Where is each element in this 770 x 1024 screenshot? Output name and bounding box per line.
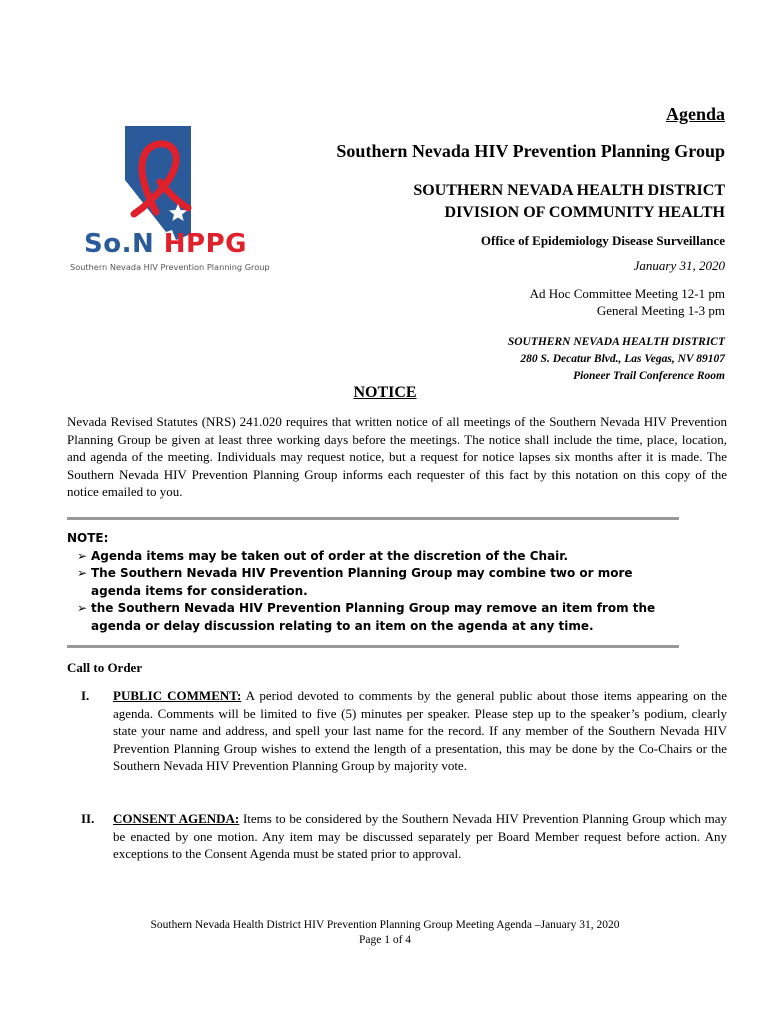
location-name: SOUTHERN NEVADA HEALTH DISTRICT (507, 336, 725, 348)
agenda-item-description: Items to be considered by the Southern Nevada HIV Prevention Planning Group which may be enacted by one motion. Any item may be discussed separately per Board Member request before action. Any exceptions to the Consent Agenda must be stated prior to approval. (113, 811, 727, 861)
meeting-date: January 31, 2020 (633, 258, 725, 273)
logo-wordmark-hppg: HPPG (163, 229, 248, 259)
office-name: Office of Epidemiology Disease Surveillance (480, 233, 725, 248)
adhoc-meeting-time: Ad Hoc Committee Meeting 12-1 pm (529, 286, 725, 301)
call-to-order: Call to Order (67, 660, 143, 675)
note-item-text: the Southern Nevada HIV Prevention Planning Group may remove an item from the (91, 601, 656, 615)
agenda-item-text (113, 810, 727, 863)
arrow-bullet-icon: ➢ (77, 566, 88, 580)
divider-bottom (67, 645, 679, 648)
agenda-item-description: A period devoted to comments by the general public about those items appearing on the agenda. Comments will be limited to five (5) minutes per speaker. Please step up to the speaker’s podium, clearly state your name and address, and spell your last name for the record. If any member of the Southern Nevada HIV Prevention Planning Group wishes to extend the length of a presentation, this may be done by the Co-Chairs or the Southern Nevada HIV Prevention Planning Group by majority vote. (113, 688, 727, 773)
agenda-item-number: I. (81, 688, 90, 703)
note-item-text: Agenda items may be taken out of order at the discretion of the Chair. (91, 548, 569, 563)
arrow-bullet-icon: ➢ (77, 601, 88, 615)
location-address: 280 S. Decatur Blvd., Las Vegas, NV 89107 (520, 353, 725, 365)
arrow-bullet-icon: ➢ (77, 548, 88, 563)
district-name: SOUTHERN NEVADA HEALTH DISTRICT (413, 182, 725, 199)
agenda-item-label: CONSENT AGENDA: (113, 811, 240, 826)
agenda-item-label: PUBLIC COMMENT: (113, 688, 242, 703)
group-name: Southern Nevada HIV Prevention Planning Group (336, 141, 725, 161)
agenda-item-consent-agenda (67, 810, 727, 863)
note-item (67, 600, 687, 618)
agenda-item-number: II. (81, 811, 95, 826)
notice-heading: NOTICE (353, 384, 417, 401)
general-meeting-time: General Meeting 1-3 pm (596, 303, 725, 318)
note-item-continuation: agenda items for consideration. (91, 583, 308, 598)
logo-wordmark (84, 229, 247, 259)
note-box (67, 530, 687, 635)
document-title: Agenda (665, 104, 725, 124)
logo-wordmark-son: So.N (84, 229, 155, 259)
agenda-item-public-comment (67, 687, 727, 775)
page-number: Page 1 of 4 (358, 934, 412, 946)
division-name: DIVISION OF COMMUNITY HEALTH (444, 204, 725, 221)
notice-paragraph: Nevada Revised Statutes (NRS) 241.020 requires that written notice of all meetings of the Southern Nevada HIV Prevention Planning Group be given at least three working days before the meetings. The notice shall include the time, place, location, and agenda of the meeting. Individuals may request notice, but a request for notice lapses six months after it is made. The Southern Nevada HIV Prevention Planning Group informs each requester of this fact by this notation on this copy of the notice emailed to you. (67, 414, 727, 499)
note-item (67, 548, 687, 566)
page-footer (0, 918, 770, 948)
note-item (67, 565, 687, 583)
logo-tagline: Southern Nevada HIV Prevention Planning Group (70, 262, 270, 272)
footer-title: Southern Nevada Health District HIV Prevention Planning Group Meeting Agenda –January 31, 2020 (150, 919, 620, 931)
note-item-text: The Southern Nevada HIV Prevention Planning Group may combine two or more (91, 566, 633, 580)
note-heading: NOTE: (67, 531, 109, 545)
location-room: Pioneer Trail Conference Room (573, 370, 725, 382)
note-item-continuation: agenda or delay discussion relating to an item on the agenda at any time. (91, 618, 594, 633)
divider-top (67, 517, 679, 520)
agenda-item-text (113, 687, 727, 775)
